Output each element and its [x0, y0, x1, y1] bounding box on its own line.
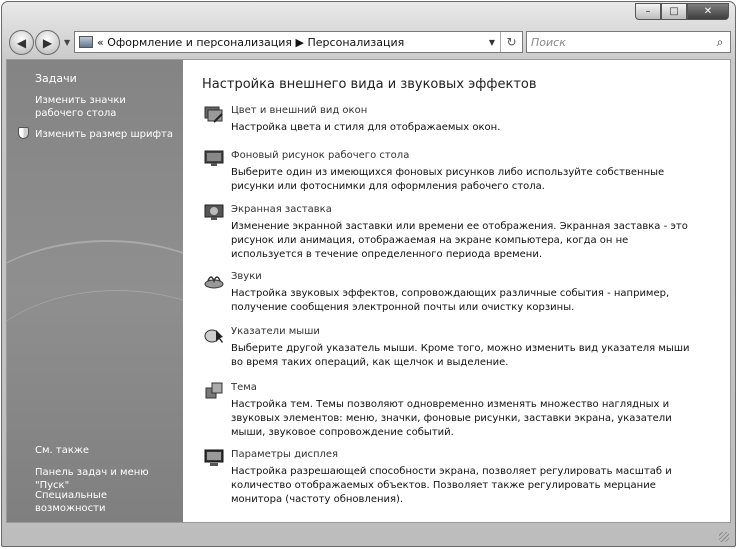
sidebar-decoration: [7, 290, 183, 480]
item-description: Изменение экранной заставки или времени ее отображения. Экранная заставка - это рисунок или анимация, отображаемая на экране компьютера, когда он не используется в течение определенного периода времени.: [231, 221, 688, 260]
breadcrumb-item-appearance[interactable]: Оформление и персонализация: [107, 35, 293, 49]
theme-icon: [204, 382, 224, 400]
tasks-heading: Задачи: [35, 72, 77, 85]
link-taskbar-start-menu[interactable]: Панель задач и меню "Пуск": [35, 467, 149, 491]
resize-grip-icon[interactable]: [719, 532, 729, 542]
task-change-desktop-icons[interactable]: Изменить значки рабочего стола: [35, 95, 126, 119]
link-desktop-background[interactable]: Фоновый рисунок рабочего стола: [231, 150, 410, 161]
status-bar: [6, 524, 731, 544]
forward-button[interactable]: [35, 30, 60, 55]
item-description: Настройка тем. Темы позволяют одновременно изменять множество наглядных и звуковых элементов: меню, значки, фоновые рисунки, заставки экрана, указатели мыши, звуковое сопровождение событий.: [231, 399, 672, 438]
see-also-heading: См. также: [35, 445, 90, 456]
link-screensaver[interactable]: Экранная заставка: [231, 204, 332, 215]
search-icon[interactable]: ⌕: [716, 34, 724, 49]
maximize-button[interactable]: □: [661, 3, 687, 20]
search-box[interactable]: [526, 31, 731, 53]
link-sounds[interactable]: Звуки: [231, 271, 262, 282]
link-mouse-pointers[interactable]: Указатели мыши: [231, 326, 320, 337]
sounds-icon: [204, 271, 224, 289]
mouse-pointer-icon: [204, 326, 224, 344]
breadcrumb-item-personalization[interactable]: Персонализация: [307, 35, 405, 49]
item-description: Настройка звуковых эффектов, сопровождающих различные события - например, получение сообщения электронной почты или очистку корзины.: [231, 288, 670, 313]
link-theme[interactable]: Тема: [231, 382, 257, 393]
content-area: [6, 59, 731, 523]
minimize-button[interactable]: –: [635, 3, 661, 20]
breadcrumb-arrow-icon[interactable]: ▶: [295, 35, 305, 49]
refresh-button[interactable]: ↻: [500, 32, 522, 52]
recent-pages-dropdown[interactable]: ▼: [64, 38, 71, 47]
search-input[interactable]: Поиск: [531, 35, 566, 49]
window-controls: [635, 3, 729, 20]
back-button[interactable]: [9, 30, 34, 55]
link-display-settings[interactable]: Параметры дисплея: [231, 449, 339, 460]
shield-icon: [18, 127, 29, 139]
item-description: Настройка разрешающей способности экрана, позволяет регулировать масштаб и количество отображаемых объектов. Позволяет также регулировать мерцание монитора (частоту обновления).: [231, 466, 672, 505]
link-window-color[interactable]: Цвет и внешний вид окон: [231, 105, 368, 116]
back-arrow-icon: ◀: [16, 35, 27, 50]
window-color-icon: [204, 105, 224, 123]
control-panel-icon: [79, 36, 93, 48]
desktop-background-icon: [204, 150, 224, 168]
address-bar[interactable]: [74, 31, 523, 53]
display-settings-icon: [204, 449, 224, 467]
breadcrumb-overflow[interactable]: «: [97, 35, 104, 49]
close-button[interactable]: ✕: [687, 3, 729, 20]
forward-arrow-icon: ▶: [42, 35, 53, 50]
control-panel-window: [1, 1, 736, 547]
item-description: Выберите один из имеющихся фоновых рисунков либо используйте собственные рисунки или фотоснимки для оформления рабочего стола.: [231, 167, 665, 192]
page-title: Настройка внешнего вида и звуковых эффектов: [202, 77, 537, 92]
address-dropdown-icon[interactable]: ▼: [488, 37, 496, 47]
task-pane: [7, 60, 183, 522]
item-description: Выберите другой указатель мыши. Кроме того, можно изменить вид указателя мыши во время таких операций, как щелчок и выделение.: [231, 343, 690, 368]
breadcrumb: [97, 36, 404, 49]
task-change-font-size[interactable]: Изменить размер шрифта: [35, 129, 173, 140]
link-accessibility[interactable]: Специальные возможности: [35, 490, 107, 514]
item-description: Настройка цвета и стиля для отображаемых окон.: [231, 122, 501, 133]
screensaver-icon: [204, 204, 224, 222]
